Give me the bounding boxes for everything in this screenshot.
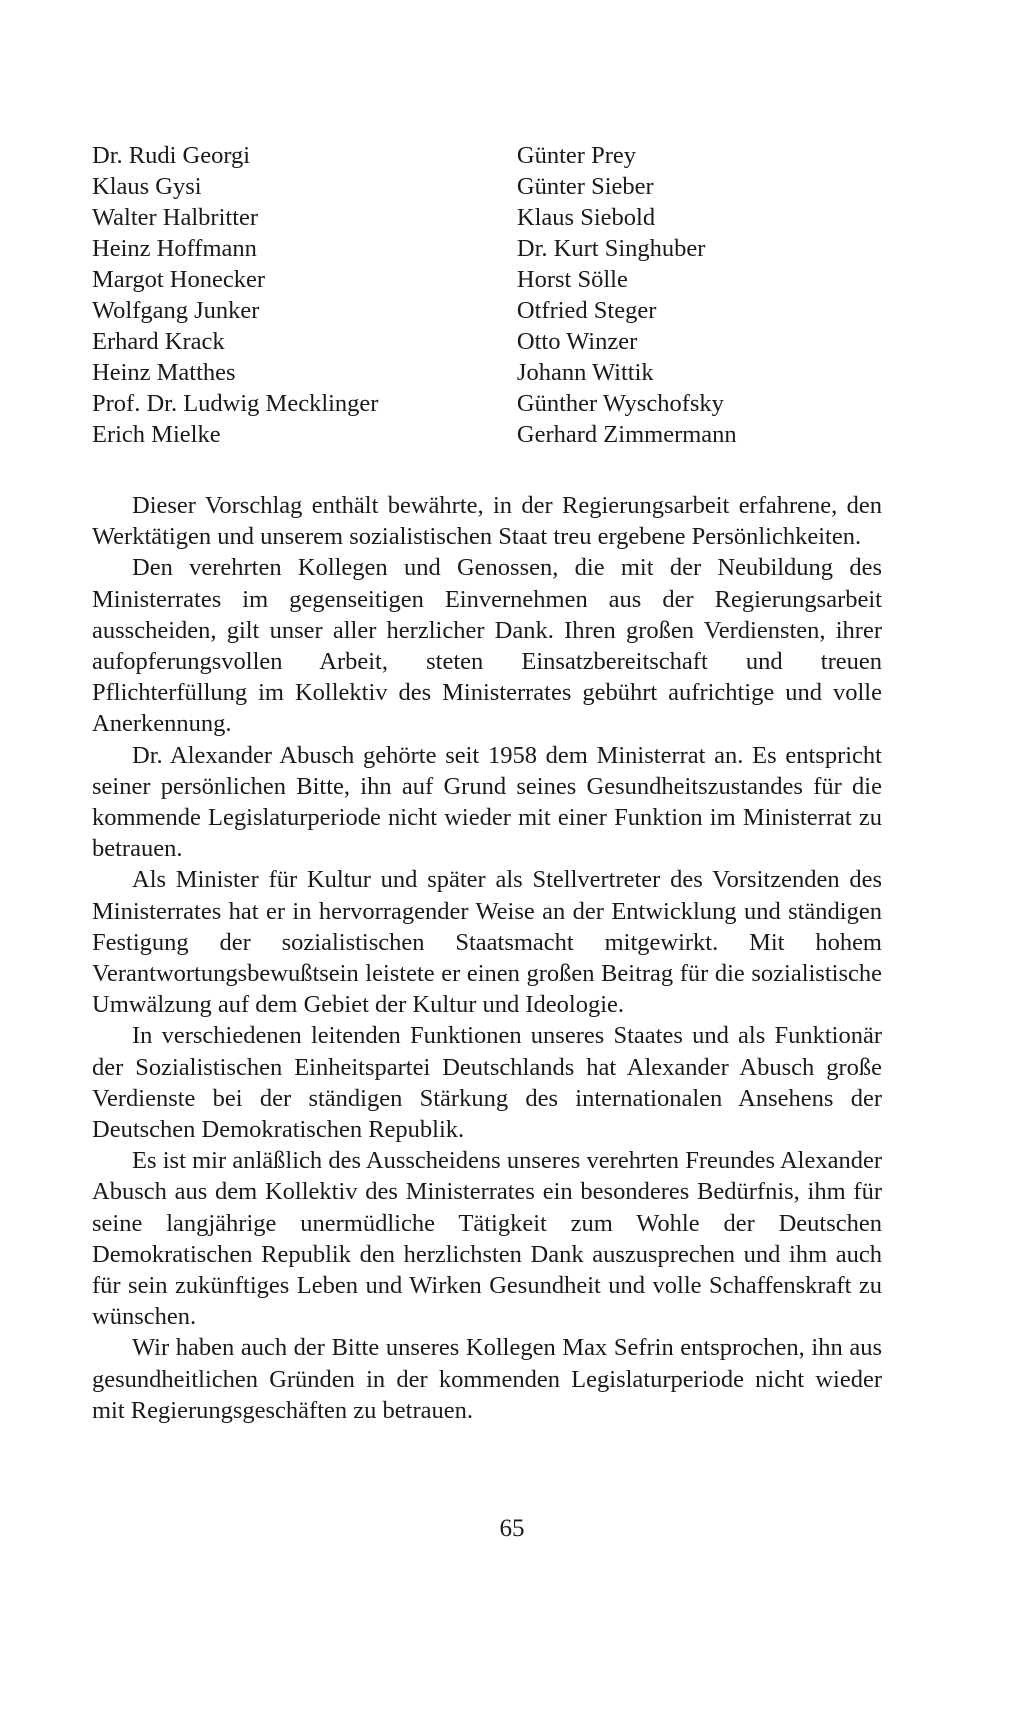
- paragraph: Es ist mir anläßlich des Ausscheidens unseres verehrten Freundes Alexander Abusch aus dem Kollektiv des Ministerrates ein besonderes Bedürfnis, ihm für seine langjährige unermüdliche Tätigkeit zum Wohle der Deutschen Demokratischen Republik den herzlichsten Dank auszusprechen und ihm auch für sein zukünftiges Leben und Wirken Gesundheit und volle Schaffenskraft zu wünschen.: [92, 1147, 882, 1331]
- name-entry: Walter Halbritter: [92, 204, 259, 231]
- body-text: [92, 490, 882, 1426]
- names-column-right: [517, 140, 812, 450]
- paragraph: Wir haben auch der Bitte unseres Kollegen Max Sefrin entsprochen, ihn aus gesundheitlichen Gründen in der kommenden Legislaturperiode nicht wieder mit Regierungsgeschäften zu betrauen.: [92, 1334, 882, 1424]
- name-entry: Horst Sölle: [516, 266, 628, 293]
- page-number: 65: [499, 1515, 525, 1542]
- name-entry: Dr. Kurt Singhuber: [516, 235, 706, 262]
- paragraph: In verschiedenen leitenden Funktionen unseres Staates und als Funktionär der Sozialistischen Einheitspartei Deutschlands hat Alexander Abusch große Verdienste bei der ständigen Stärkung des internationalen Ansehens der Deutschen Demokratischen Republik.: [92, 1022, 882, 1144]
- name-entry: Günther Wyschofsky: [516, 390, 724, 417]
- name-entry: Heinz Hoffmann: [92, 235, 257, 262]
- name-entry: Klaus Gysi: [92, 173, 202, 200]
- paragraph: Den verehrten Kollegen und Genossen, die mit der Neubildung des Ministerrates im gegenseitigen Einvernehmen aus der Regierungsarbeit ausscheiden, gilt unser aller herzlicher Dank. Ihren großen Verdiensten, ihrer aufopferungsvollen Arbeit, steten Einsatzbereitschaft und treuen Pflichterfüllung im Kollektiv des Ministerrates gebührt aufrichtige und volle Anerkennung.: [92, 554, 882, 738]
- name-entry: Heinz Matthes: [92, 359, 236, 386]
- name-entry: Dr. Rudi Georgi: [92, 142, 251, 169]
- names-column-left: [92, 140, 517, 450]
- name-entry: Günter Prey: [516, 142, 636, 169]
- name-entry: Gerhard Zimmermann: [516, 421, 737, 448]
- name-entry: Erhard Krack: [92, 328, 225, 355]
- paragraph: Als Minister für Kultur und später als Stellvertreter des Vorsitzenden des Ministerrates hat er in hervorragender Weise an der Entwicklung und ständigen Festigung der sozialistischen Staatsmacht mitgewirkt. Mit hohem Verantwortungsbewußtsein leistete er einen großen Beitrag für die sozialistische Umwälzung auf dem Gebiet der Kultur und Ideologie.: [92, 866, 882, 1019]
- name-entry: Johann Wittik: [516, 359, 654, 386]
- name-entry: Otto Winzer: [516, 328, 638, 355]
- paragraph: Dr. Alexander Abusch gehörte seit 1958 dem Ministerrat an. Es entspricht seiner persönlichen Bitte, ihn auf Grund seines Gesundheitszustandes für die kommende Legislaturperiode nicht wieder mit einer Funktion im Ministerrat zu betrauen.: [92, 741, 882, 863]
- name-entry: Erich Mielke: [92, 421, 221, 448]
- name-entry: Margot Honecker: [92, 266, 266, 293]
- name-entry: Günter Sieber: [516, 173, 654, 200]
- paragraph: Dieser Vorschlag enthält bewährte, in der Regierungsarbeit erfahrene, den Werktätigen und unserem sozialistischen Staat treu ergebene Persönlichkeiten.: [92, 492, 882, 551]
- name-entry: Prof. Dr. Ludwig Mecklinger: [92, 390, 379, 417]
- name-entry: Otfried Steger: [516, 297, 657, 324]
- name-entry: Wolfgang Junker: [92, 297, 260, 324]
- names-list: [92, 140, 812, 450]
- name-entry: Klaus Siebold: [516, 204, 656, 231]
